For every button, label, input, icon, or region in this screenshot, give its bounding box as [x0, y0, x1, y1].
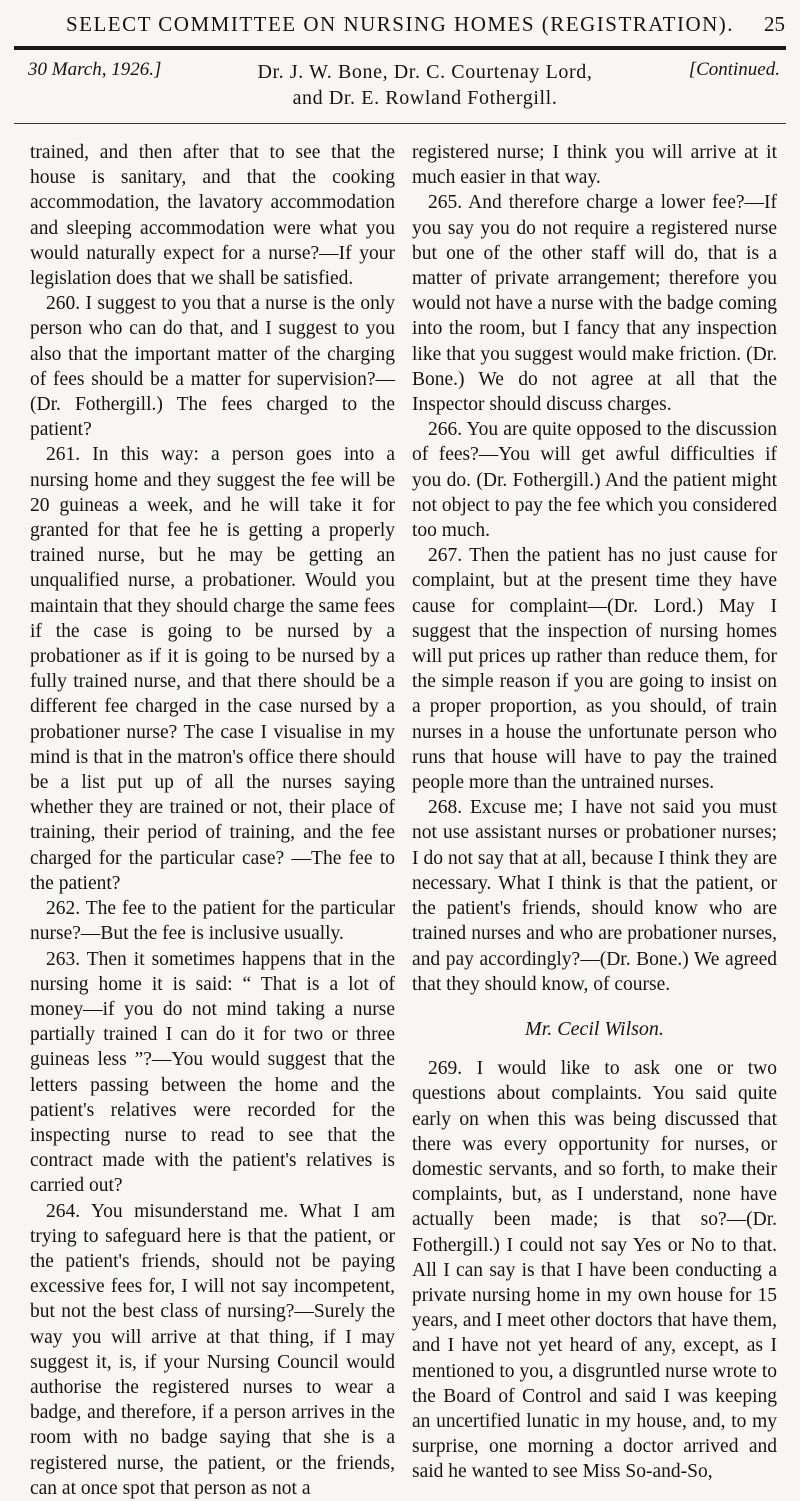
witnesses-line-1: Dr. J. W. Bone, Dr. C. Courtenay Lord,	[257, 61, 593, 83]
paragraph-269: 269. I would like to ask one or two questions about complaints. You said quite early on when this was being discussed that there was every opportunity for nurses, or domestic servants, and so forth, to make their complaints, but, as I understand, none have actually been made; is that so?—(Dr. Fothergill.) I could not say Yes or No to that. All I can say is that I have been conducting a private nursing home in my own house for 15 years, and I meet other doctors that have them, and I have not yet heard of any, except, as I mentioned to you, a disgruntled nurse wrote to the Board of Control and said I was keeping an uncertified lunatic in my house, and, to my surprise, one morning a doctor arrived and said he wanted to see Miss So-and-So,	[412, 1058, 777, 1483]
running-head: SELECT COMMITTEE ON NURSING HOMES (REGISTRATION).	[65, 12, 735, 36]
paragraph-continuation: registered nurse; I think you will arrive at it much easier in that way.	[412, 142, 777, 189]
paragraph-268: 268. Excuse me; I have not said you must not use assistant nurses or probationer nurses; I do not say that at all, because I think they are necessary. What I think is that the patient, or the patient's friends, should know who are trained nurses and who are probationer nurses, and pay accordingly?—(Dr. Bone.) We agreed that they should know, of course.	[412, 797, 777, 995]
speaker-heading: Mr. Cecil Wilson.	[525, 1017, 664, 1040]
right-column	[412, 140, 777, 1485]
date-label: 30 March, 1926.]	[28, 59, 162, 80]
paragraph-260: 260. I suggest to you that a nurse is the only person who can do that, and I suggest to you also that the important matter of the charging of fees should be a matter for supervision?—(Dr. Fothergill.) The fees charged to the patient?	[30, 293, 395, 441]
paragraph-265: 265. And therefore charge a lower fee?—If you say you do not require a registered nurse but one of the other staff will do, that is a matter of private arrangement; therefore you would not have a nurse with the badge coming into the room, but I fancy that any inspection like that you suggest would make friction. (Dr. Bone.) We do not agree at all that the Inspector should discuss charges.	[412, 192, 777, 416]
paragraph-continuation: trained, and then after that to see that the house is sanitary, and that the cooking accommodation, the lavatory accommodation and sleeping accommodation were what you would naturally expect for a nurse?—If your legislation does that we shall be satisfied.	[30, 142, 395, 290]
paragraph-264: 264. You misunderstand me. What I am trying to safeguard here is that the patient, or the patient's friends, should not be paying excessive fees for, I will not say incompetent, but not the best class of nursing?—Surely the way you will arrive at that thing, if I may suggest it, is, if your Nursing Council would authorise the registered nurses to wear a badge, and therefore, if a person arrives in the room with no badge saying that she is a registered nurse, the patient, or the friends, can at once spot that person as not a	[30, 1200, 395, 1499]
header-rule	[14, 123, 786, 124]
witnesses-heading	[190, 59, 660, 111]
continued-label: [Continued.	[688, 59, 780, 80]
paragraph-262: 262. The fee to the patient for the particular nurse?—But the fee is inclusive usually.	[30, 898, 395, 945]
witnesses-line-2: and Dr. E. Rowland Fothergill.	[292, 87, 558, 109]
paragraph-267: 267. Then the patient has no just cause for complaint, but at the present time they have cause for complaint—(Dr. Lord.) May I suggest that the inspection of nursing homes will put prices up rather than reduce them, for the simple reason if you are going to insist on a proper proportion, as you should, of train nurses in a house the unfortunate person who runs that house will have to pay the trained people more than the untrained nurses.	[412, 545, 777, 794]
paragraph-266: 266. You are quite opposed to the discussion of fees?—You will get awful difficulties if you do. (Dr. Fothergill.) And the patient might not object to pay the fee which you considered too much.	[412, 419, 777, 542]
paragraph-263: 263. Then it sometimes happens that in the nursing home it is said: “ That is a lot of money—if you do not mind taking a nurse partially trained I can do it for two or three guineas less ”?—You would suggest that the letters passing between the home and the patient's relatives were recorded for the inspecting nurse to read to see that the contract made with the patient's relatives is carried out?	[30, 948, 395, 1197]
top-rule	[14, 46, 786, 50]
paragraph-261: 261. In this way: a person goes into a nursing home and they suggest the fee will be 20 guineas a week, and he will take it for granted for that fee he is getting a properly trained nurse, but he may be getting an unqualified nurse, a probationer. Would you maintain that they should charge the same fees if the case is going to be nursed by a probationer as if it is going to be nursed by a fully trained nurse, and that there should be a different fee charged in the case nursed by a probationer nurse? The case I visualise in my mind is that in the matron's office there should be a list put up of all the nurses saying whether they are trained or not, their place of training, their period of training, and the fee charged for the particular case? —The fee to the patient?	[30, 444, 395, 894]
left-column	[30, 140, 395, 1501]
page-number: 25	[764, 12, 785, 36]
